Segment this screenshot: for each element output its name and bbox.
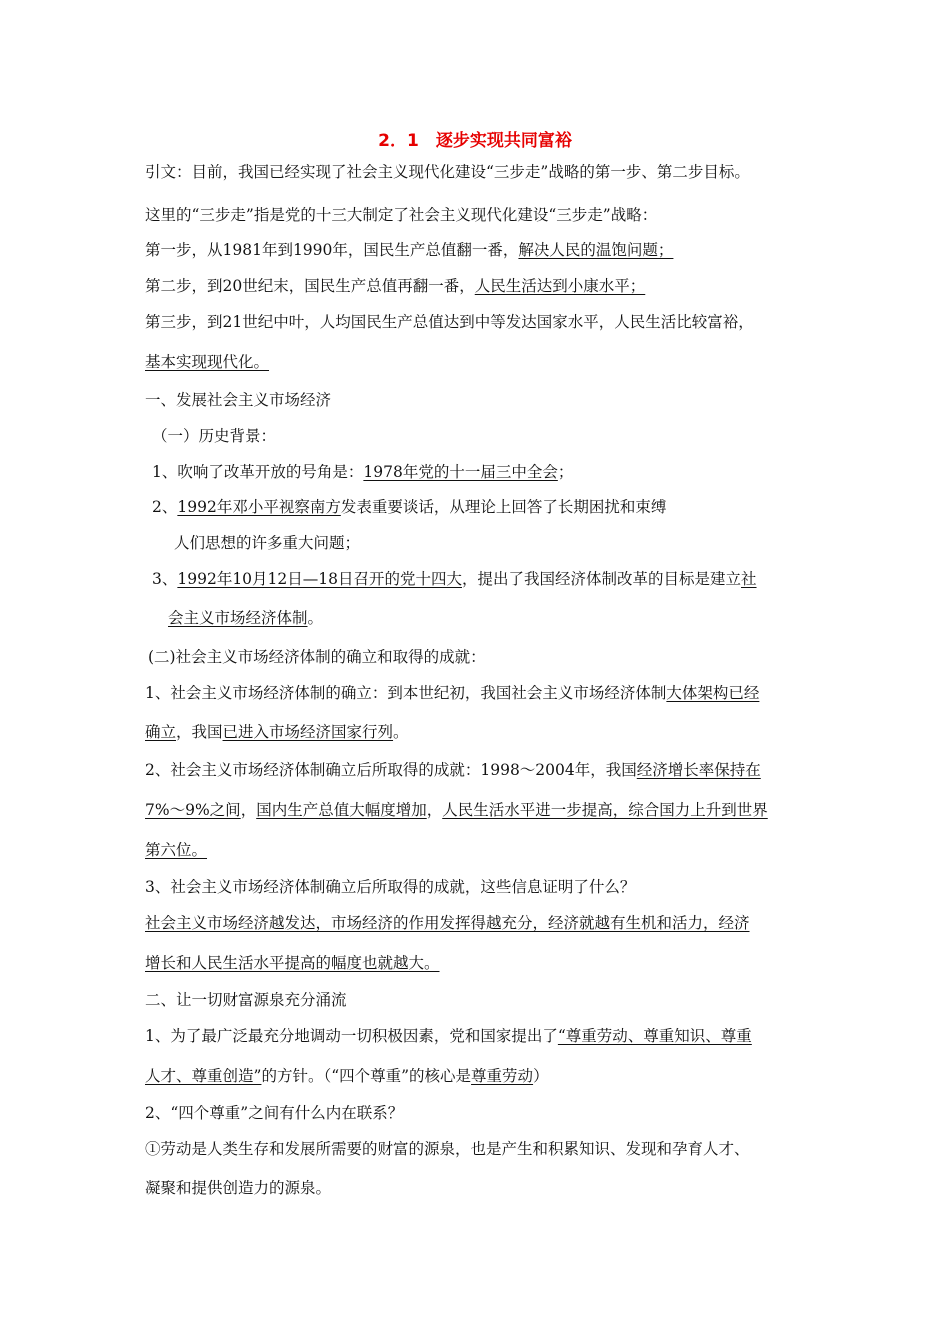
text-line xyxy=(145,205,657,225)
text-line xyxy=(145,990,347,1010)
text-line xyxy=(145,162,750,182)
text-line xyxy=(145,1178,331,1198)
text-line xyxy=(145,1066,549,1086)
text-line xyxy=(145,1139,750,1159)
text-segment: 3、社会主义市场经济体制确立后所取得的成就，这些信息证明了什么？ xyxy=(145,878,636,896)
underlined-answer: “尊重劳动、尊重知识、尊重 xyxy=(557,1027,752,1045)
document-title: 2．1 逐步实现共同富裕 xyxy=(378,131,572,151)
text-line xyxy=(145,800,768,820)
text-segment: 2、社会主义市场经济体制确立后所取得的成就：1998～2004年，我国 xyxy=(145,761,637,779)
text-segment: 第一步，从1981年到1990年，国民生产总值翻一番， xyxy=(145,241,519,259)
text-line xyxy=(152,462,573,482)
text-segment: 第三步，到21世纪中叶，人均国民生产总值达到中等发达国家水平，人民生活比较富裕， xyxy=(145,313,754,331)
text-line xyxy=(152,426,276,446)
underlined-answer: 大体架构已经 xyxy=(666,684,760,702)
text-line xyxy=(152,497,666,517)
text-line xyxy=(145,390,331,410)
underlined-answer: 增长和人民生活水平提高的幅度也就越大。 xyxy=(145,954,440,972)
underlined-answer: 经济增长率保持在 xyxy=(636,761,761,779)
text-line xyxy=(152,569,757,589)
underlined-answer: 基本实现现代化。 xyxy=(145,353,270,371)
text-line xyxy=(145,276,645,296)
text-segment: 这里的“三步走”指是党的十三大制定了社会主义现代化建设“三步走”战略： xyxy=(145,206,658,224)
underlined-answer: 解决人民的温饱问题； xyxy=(518,241,674,259)
text-line xyxy=(145,1103,403,1123)
text-segment: ， xyxy=(426,801,443,819)
underlined-answer: 人民生活达到小康水平； xyxy=(474,277,646,295)
underlined-answer: 1992年邓小平视察南方 xyxy=(177,498,341,516)
text-line xyxy=(145,722,409,742)
text-line xyxy=(145,240,673,260)
text-segment: 一、发展社会主义市场经济 xyxy=(145,391,332,409)
text-segment: 1、吹响了改革开放的号角是： xyxy=(152,463,364,481)
text-line xyxy=(145,953,440,973)
text-segment: 1、社会主义市场经济体制的确立：到本世纪初，我国社会主义市场经济体制 xyxy=(145,684,667,702)
text-segment: 1、为了最广泛最充分地调动一切积极因素，党和国家提出了 xyxy=(145,1027,558,1045)
text-segment: 2、 xyxy=(152,498,178,516)
text-segment: 的方针。（“四个尊重”的核心是 xyxy=(261,1067,472,1085)
text-line xyxy=(168,608,323,628)
text-segment: ，提出了我国经济体制改革的目标是建立 xyxy=(462,570,742,588)
underlined-answer: 尊重劳动 xyxy=(471,1067,534,1085)
text-segment: 二、让一切财富源泉充分涌流 xyxy=(145,991,347,1009)
underlined-answer: 会主义市场经济体制 xyxy=(168,609,308,627)
text-line xyxy=(174,533,360,553)
text-segment: (二)社会主义市场经济体制的确立和取得的成就： xyxy=(148,648,486,666)
text-segment: 凝聚和提供创造力的源泉。 xyxy=(145,1179,332,1197)
text-line xyxy=(145,683,759,703)
text-line xyxy=(145,312,754,332)
text-segment: 。 xyxy=(307,609,324,627)
underlined-answer: 人民生活水平进一步提高，综合国力上升到世界 xyxy=(442,801,768,819)
text-segment: ①劳动是人类生存和发展所需要的财富的源泉，也是产生和积累知识、发现和孕育人才、 xyxy=(145,1140,750,1158)
underlined-answer: 1978年党的十一届三中全会 xyxy=(363,463,558,481)
text-segment: 3、 xyxy=(152,570,178,588)
underlined-answer: 社会主义市场经济越发达，市场经济的作用发挥得越充分，经济就越有生机和活力，经济 xyxy=(145,914,750,932)
text-segment: 人们思想的许多重大问题； xyxy=(174,534,361,552)
underlined-answer: 第六位。 xyxy=(145,841,208,859)
text-line xyxy=(148,647,486,667)
underlined-answer: 7%～9%之间 xyxy=(145,801,241,819)
text-segment: 第二步，到20世纪末，国民生产总值再翻一番， xyxy=(145,277,475,295)
text-segment: ， xyxy=(240,801,257,819)
text-segment: ； xyxy=(557,463,574,481)
text-segment: （一）历史背景： xyxy=(152,427,277,445)
text-line xyxy=(145,877,635,897)
text-line xyxy=(145,913,750,933)
underlined-answer: 确立 xyxy=(145,723,177,741)
text-segment: 引文：目前，我国已经实现了社会主义现代化建设“三步走”战略的第一步、第二步目标。 xyxy=(145,163,750,181)
underlined-answer: 1992年10月12日—18日召开的党十四大 xyxy=(177,570,462,588)
text-line xyxy=(145,840,207,860)
text-segment: 。 xyxy=(393,723,409,741)
underlined-answer: 社 xyxy=(741,570,757,588)
text-segment: 发表重要谈话，从理论上回答了长期困扰和束缚 xyxy=(340,498,667,516)
text-line xyxy=(145,1026,752,1046)
text-segment: 2、“四个尊重”之间有什么内在联系？ xyxy=(145,1104,404,1122)
underlined-answer: 已进入市场经济国家行列 xyxy=(222,723,394,741)
text-line xyxy=(145,760,761,780)
underlined-answer: 国内生产总值大幅度增加 xyxy=(256,801,427,819)
underlined-answer: 人才、尊重创造” xyxy=(145,1067,262,1085)
text-line xyxy=(145,352,269,372)
text-segment: ） xyxy=(533,1067,549,1085)
text-segment: ，我国 xyxy=(176,723,223,741)
